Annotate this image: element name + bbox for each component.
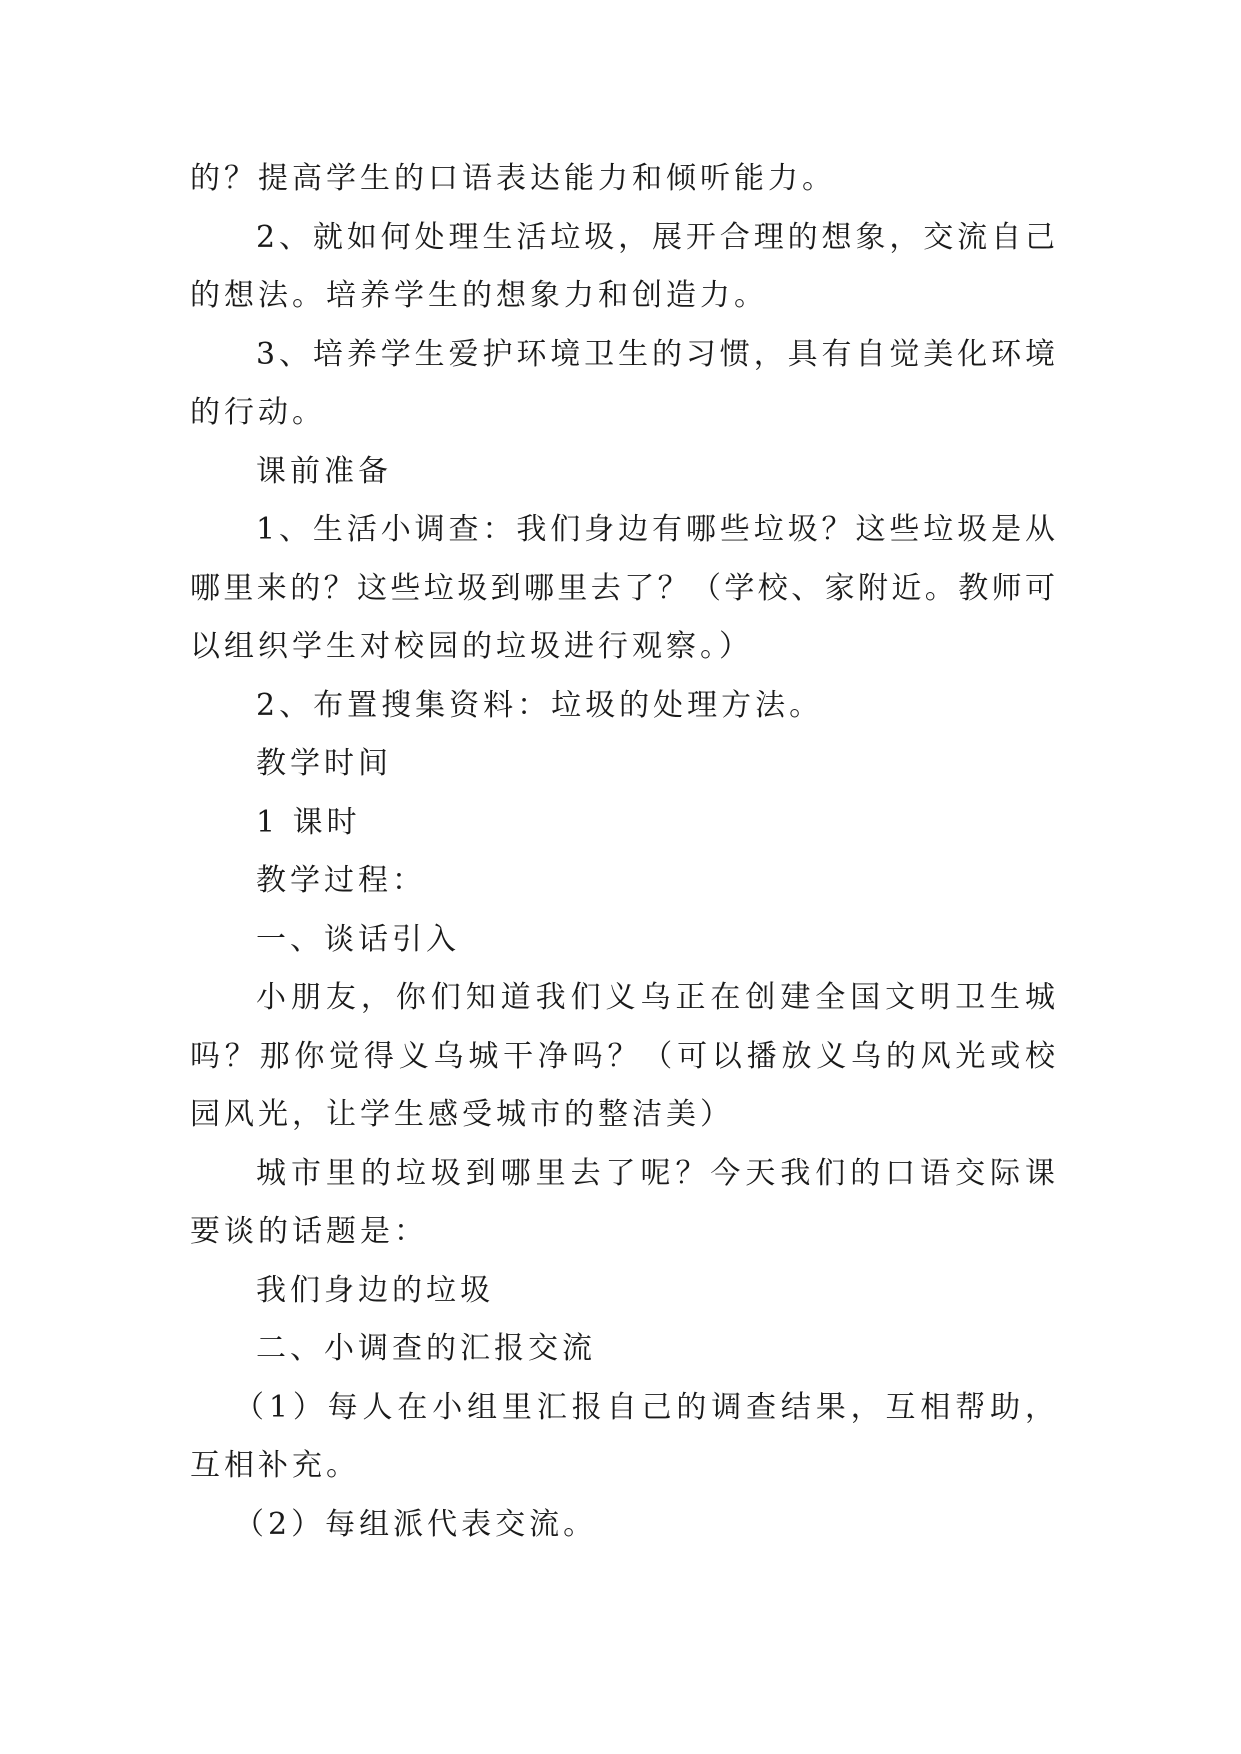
text-line: 3、培养学生爱护环境卫生的习惯，具有自觉美化环境 <box>256 336 1055 372</box>
text-line: （1）每人在小组里汇报自己的调查结果，互相帮助， <box>234 1389 1055 1425</box>
text-line: 的行动。 <box>190 395 326 430</box>
text-line: 二、小调查的汇报交流 <box>256 1331 596 1366</box>
text-line: 要谈的话题是： <box>190 1214 428 1249</box>
document-body <box>190 150 1055 1554</box>
text-line: 小朋友，你们知道我们义乌正在创建全国文明卫生城 <box>256 980 1055 1015</box>
text-line: 1、生活小调查：我们身边有哪些垃圾？这些垃圾是从 <box>256 512 1055 547</box>
text-line: 互相补充。 <box>190 1448 360 1483</box>
text-line: 我们身边的垃圾 <box>256 1272 494 1308</box>
text-line: （2）每组派代表交流。 <box>234 1506 598 1542</box>
text-line: 2、就如何处理生活垃圾，展开合理的想象，交流自己 <box>256 219 1055 255</box>
text-line: 教学过程： <box>256 863 426 898</box>
text-line: 以组织学生对校园的垃圾进行观察。） <box>190 629 753 664</box>
text-line: 哪里来的？这些垃圾到哪里去了？（学校、家附近。教师可 <box>190 570 1055 606</box>
text-line: 园风光，让学生感受城市的整洁美） <box>190 1097 734 1132</box>
text-line: 教学时间 <box>256 746 392 781</box>
text-line: 2、布置搜集资料：垃圾的处理方法。 <box>256 687 824 723</box>
text-line: 吗？那你觉得义乌城干净吗？（可以播放义乌的风光或校 <box>190 1038 1055 1074</box>
text-line: 一、谈话引入 <box>256 921 460 957</box>
text-line: 的想法。培养学生的想象力和创造力。 <box>190 278 768 313</box>
text-line: 城市里的垃圾到哪里去了呢？今天我们的口语交际课 <box>256 1155 1055 1191</box>
text-line: 的？提高学生的口语表达能力和倾听能力。 <box>190 161 836 196</box>
text-line: 1 课时 <box>256 804 361 840</box>
text-line: 课前准备 <box>256 453 392 489</box>
